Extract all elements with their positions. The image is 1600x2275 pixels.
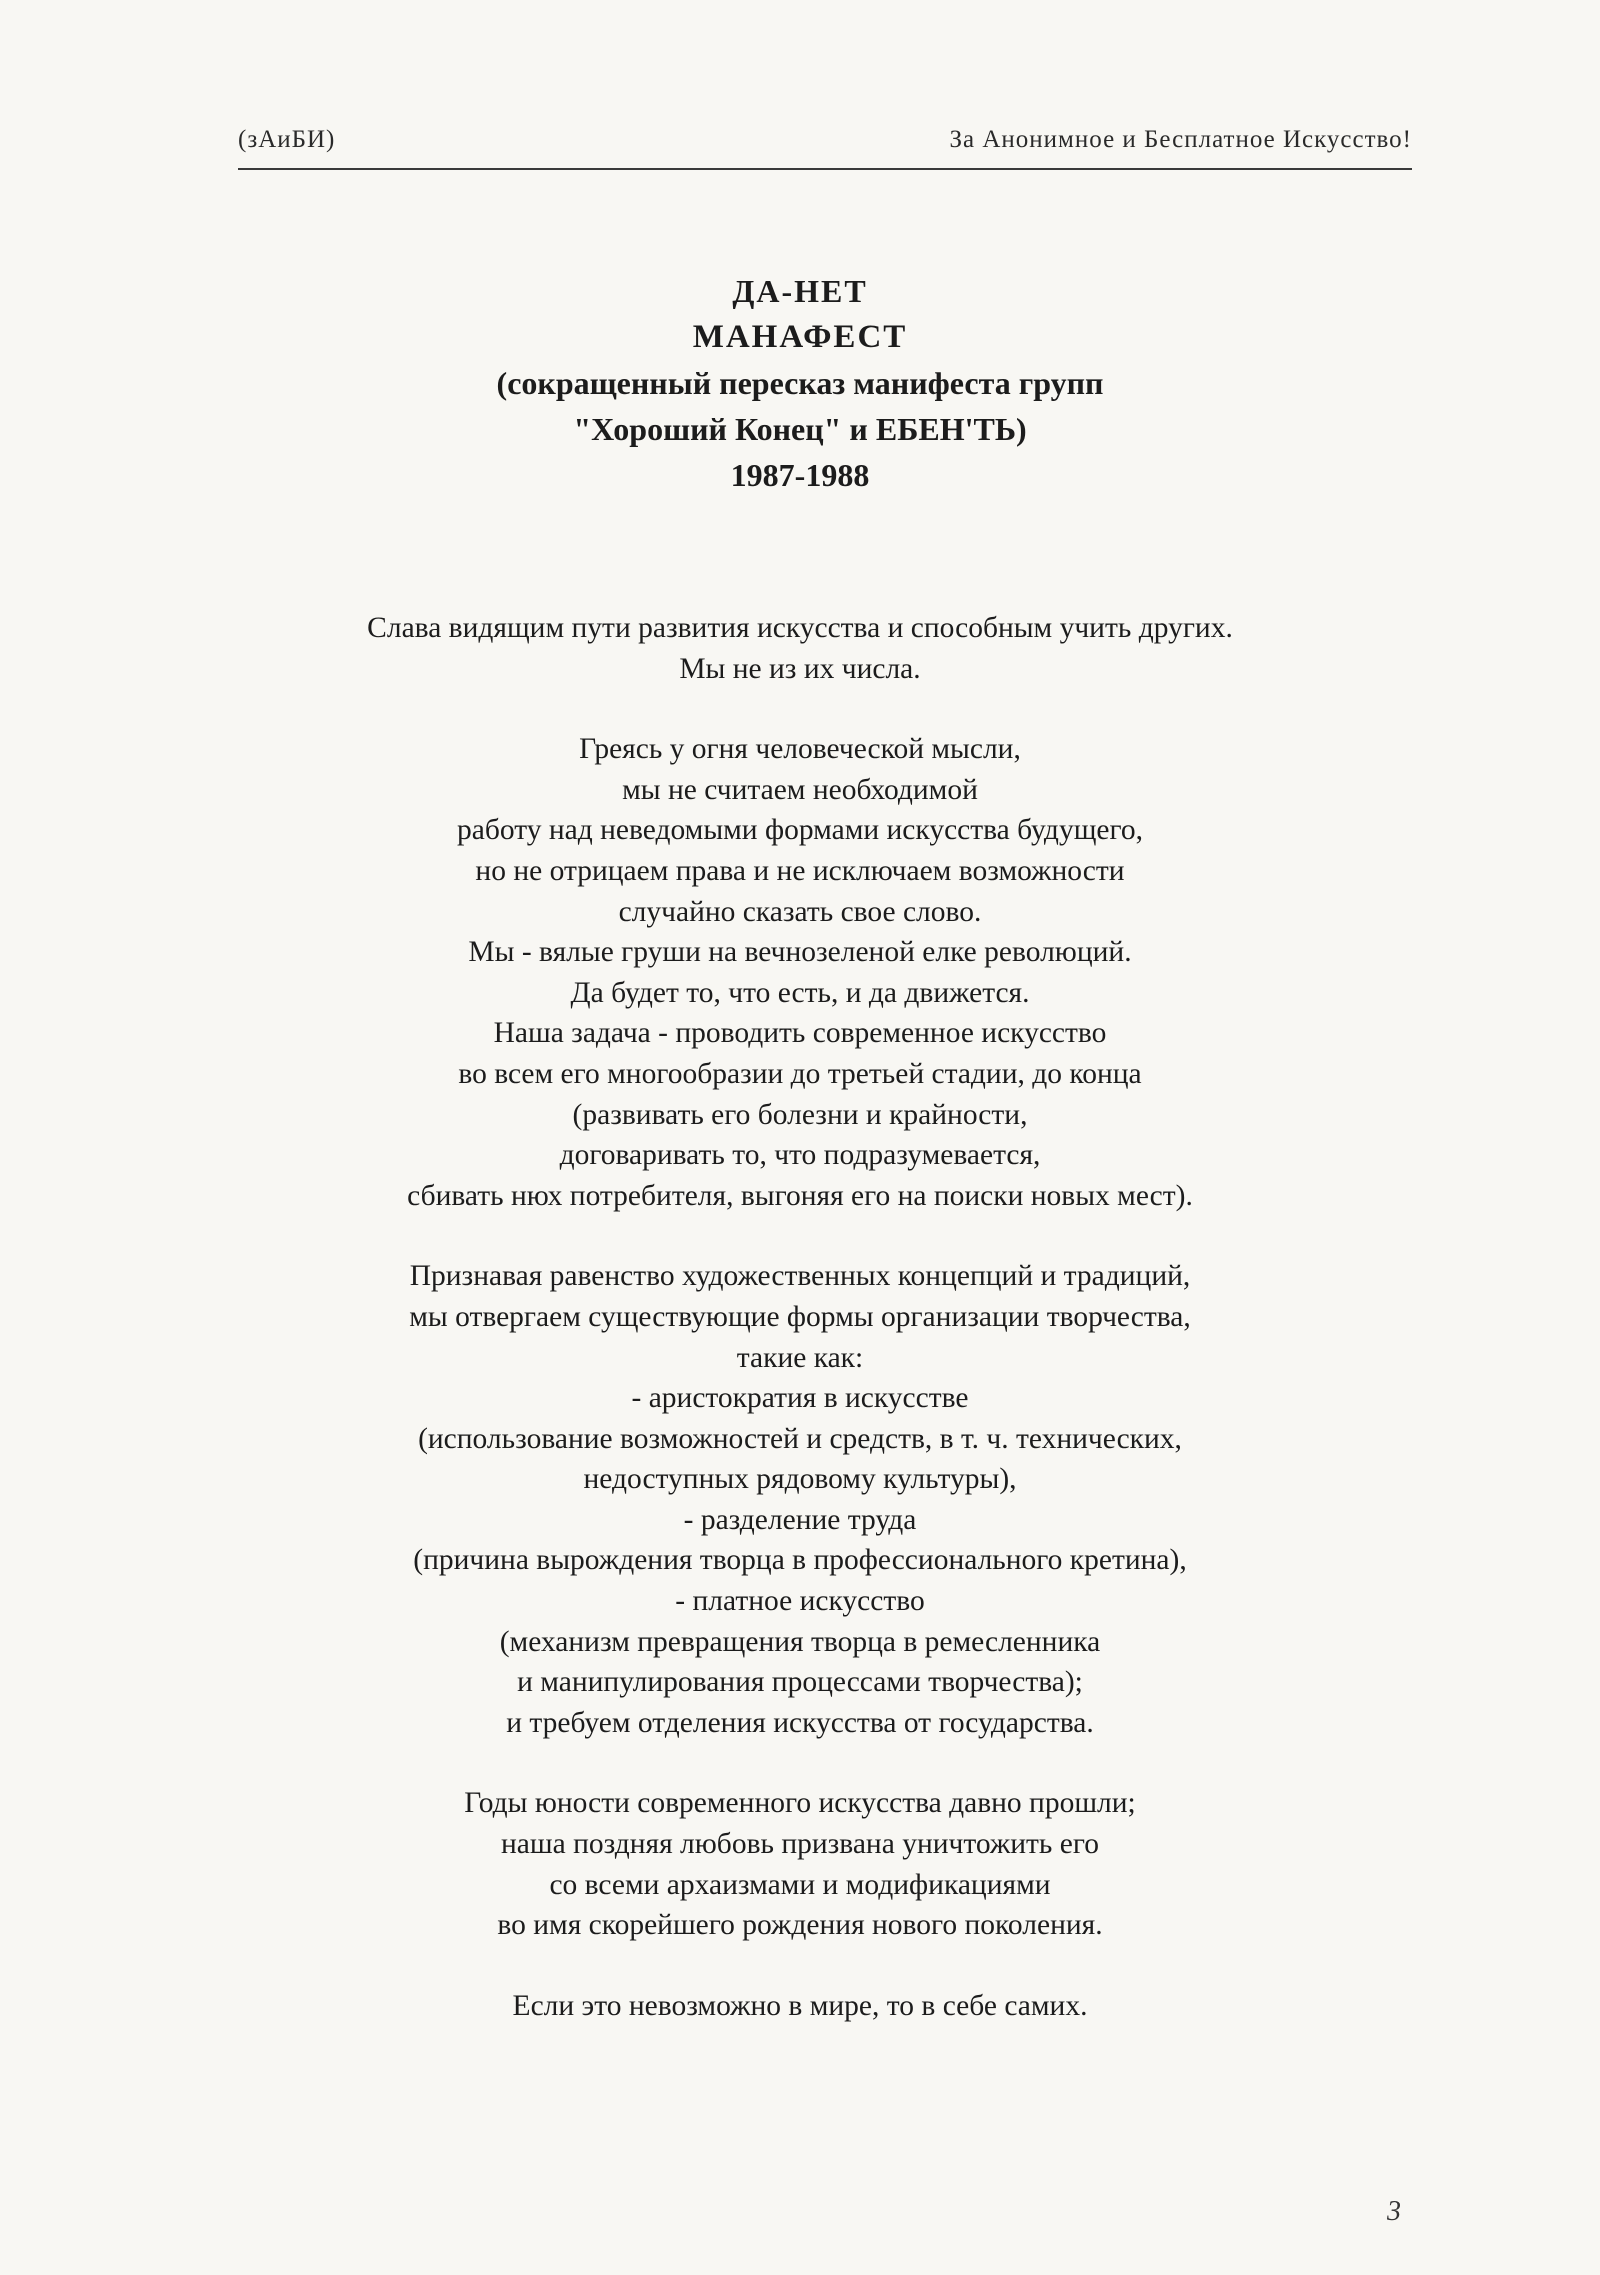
text-line: такие как: xyxy=(736,1341,864,1374)
manifesto-body xyxy=(0,608,1600,2026)
paragraph-3 xyxy=(0,1256,1600,1743)
text-line: Мы - вялые груши на вечнозеленой елке революций. xyxy=(468,936,1132,969)
paragraph-1 xyxy=(0,608,1600,689)
text-line: мы не считаем необходимой xyxy=(622,773,978,806)
text-line: во всем его многообразии до третьей стадии, до конца xyxy=(458,1057,1142,1090)
text-line: Если это невозможно в мире, то в себе самих. xyxy=(512,1989,1088,2022)
text-line: во имя скорейшего рождения нового поколения. xyxy=(497,1909,1103,1942)
text-line: и манипулирования процессами творчества); xyxy=(517,1666,1083,1699)
paragraph-gap xyxy=(0,1743,1600,1783)
text-line: Годы юности современного искусства давно прошли; xyxy=(464,1787,1136,1820)
paragraph-4 xyxy=(0,1783,1600,1945)
text-line: (механизм превращения творца в ремесленника xyxy=(499,1625,1101,1658)
header-right-text: За Анонимное и Бесплатное Искусство! xyxy=(949,126,1412,153)
text-line: - платное искусство xyxy=(675,1585,925,1618)
text-line: Наша задача - проводить современное искусство xyxy=(493,1017,1107,1050)
paragraph-gap xyxy=(0,1216,1600,1256)
paragraph-2 xyxy=(0,729,1600,1216)
paragraph-gap xyxy=(0,689,1600,729)
header-left-text: (зАиБИ) xyxy=(238,126,336,153)
text-line: - аристократия в искусстве xyxy=(631,1382,969,1415)
title-line-1: ДА-НЕТ xyxy=(732,273,868,309)
text-line: со всеми архаизмами и модификациями xyxy=(549,1868,1051,1901)
text-line: работу над неведомыми формами искусства будущего, xyxy=(457,814,1143,847)
text-line: (причина вырождения творца в профессионального кретина), xyxy=(413,1544,1187,1577)
text-line: (развивать его болезни и крайности, xyxy=(572,1098,1028,1131)
page-number: 3 xyxy=(1387,2196,1401,2227)
title-line-2: МАНАФЕСТ xyxy=(692,319,908,355)
title-line-3: (сокращенный пересказ манифеста групп xyxy=(496,365,1104,401)
manifesto-title xyxy=(0,268,1600,498)
title-line-5: 1987-1988 xyxy=(730,457,870,493)
text-line: - разделение труда xyxy=(683,1503,917,1536)
text-line: договаривать то, что подразумевается, xyxy=(559,1139,1041,1172)
title-line-4: "Хороший Конец" и ЕБЕН'ТЬ) xyxy=(573,411,1027,447)
page-header xyxy=(238,124,1412,170)
text-line: Мы не из их числа. xyxy=(679,652,921,685)
text-line: мы отвергаем существующие формы организации творчества, xyxy=(409,1300,1191,1333)
text-line: но не отрицаем права и не исключаем возможности xyxy=(475,854,1125,887)
text-line: Признавая равенство художественных концепций и традиций, xyxy=(409,1260,1191,1293)
paragraph-gap xyxy=(0,1946,1600,1986)
text-line: наша поздняя любовь призвана уничтожить его xyxy=(501,1828,1099,1861)
text-line: (использование возможностей и средств, в т. ч. технических, xyxy=(418,1422,1182,1455)
text-line: Да будет то, что есть, и да движется. xyxy=(570,976,1030,1009)
text-line: сбивать нюх потребителя, выгоняя его на поиски новых мест). xyxy=(407,1179,1193,1212)
text-line: случайно сказать свое слово. xyxy=(618,895,982,928)
text-line: Слава видящим пути развития искусства и способным учить других. xyxy=(367,612,1233,644)
text-line: Греясь у огня человеческой мысли, xyxy=(579,733,1021,766)
text-line: и требуем отделения искусства от государства. xyxy=(506,1706,1094,1739)
paragraph-5 xyxy=(0,1986,1600,2027)
text-line: недоступных рядовому культуры), xyxy=(583,1463,1017,1496)
